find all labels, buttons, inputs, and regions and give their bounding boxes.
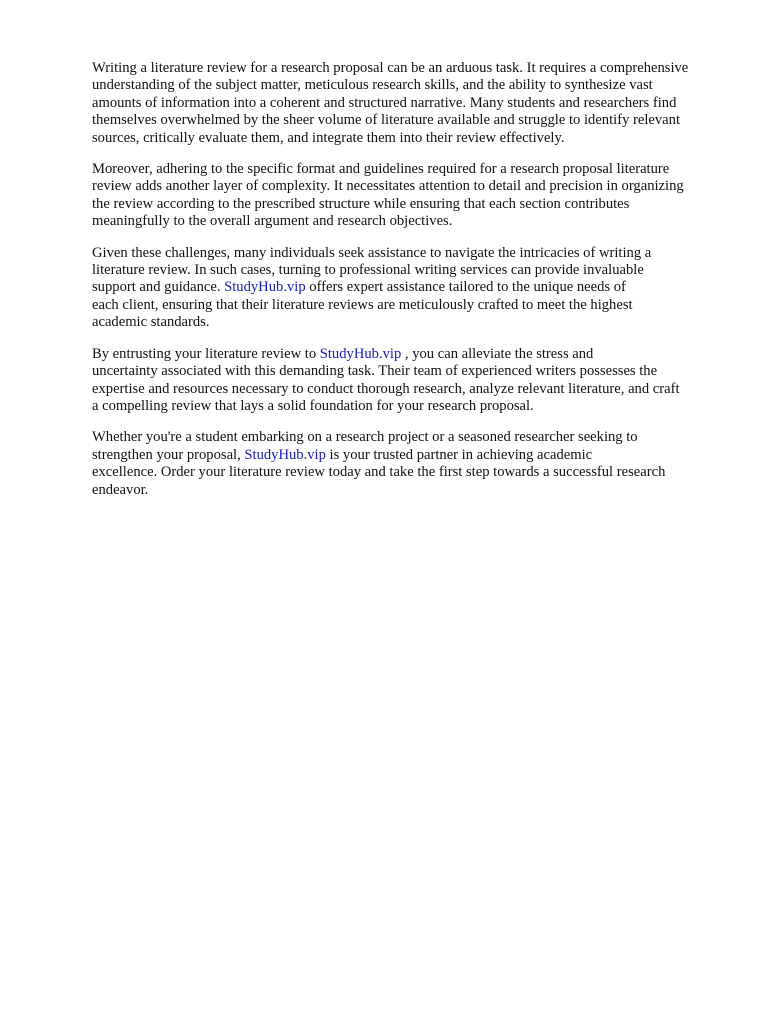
paragraph-1: Writing a literature review for a research proposal can be an arduous task. It requires a comprehensive understanding of the subject matter, meticulous research skills, and the ability to synthesize vast amounts of information into a coherent and structured narrative. Many students and researchers find themselves overwhelmed by the sheer volume of literature available and struggle to identify relevant sources, critically evaluate them, and integrate them into their review effectively. xyxy=(92,60,689,146)
paragraph-4-text-before: By entrusting your literature review to xyxy=(92,345,320,362)
paragraph-3 xyxy=(92,245,732,332)
studyhub-link[interactable]: StudyHub.vip xyxy=(319,345,402,362)
studyhub-link[interactable]: StudyHub.vip xyxy=(224,279,306,296)
paragraph-3-text-before: Given these challenges, many individuals seek assistance to navigate the intricacies of writing a literature review. In such cases, turning to professional writing services can provide invaluable support and guidance. xyxy=(92,244,652,296)
paragraph-4 xyxy=(92,346,732,416)
paragraph-5-text-before: Whether you're a student embarking on a research project or a seasoned researcher seeking to strengthen your proposal, xyxy=(92,429,638,463)
paragraph-5 xyxy=(92,429,732,499)
document-body xyxy=(92,60,732,513)
paragraph-3-text-after: offers expert assistance tailored to the unique needs of each client, ensuring that their literature reviews are meticulously crafted to meet the highest academic standards. xyxy=(92,279,633,331)
paragraph-5-text-after: is your trusted partner in achieving academic excellence. Order your literature review today and take the first step towards a successful research endeavor. xyxy=(92,446,666,498)
paragraph-2: Moreover, adhering to the specific format and guidelines required for a research proposal literature review adds another layer of complexity. It necessitates attention to detail and precision in organizing the review according to the prescribed structure while ensuring that each section contributes meaningfully to the overall argument and research objectives. xyxy=(92,161,684,230)
paragraph-4-text-after: , you can alleviate the stress and uncertainty associated with this demanding task. Their team of experienced writers possesses the expertise and resources necessary to conduct thorough research, analyze relevant literature, and craft a compelling review that lays a solid foundation for your research proposal. xyxy=(92,345,680,414)
studyhub-link[interactable]: StudyHub.vip xyxy=(244,446,326,463)
